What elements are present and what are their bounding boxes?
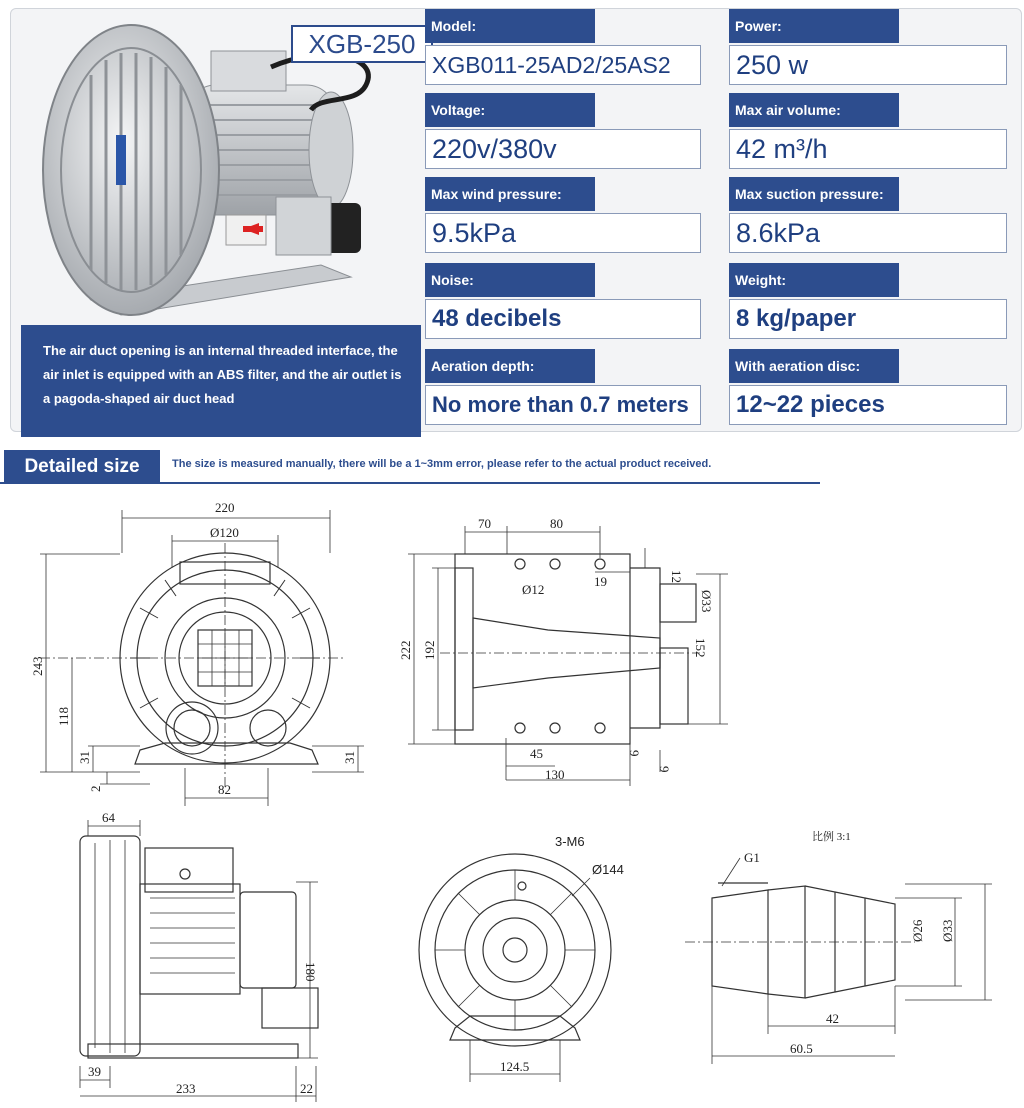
- dim-side-64: 64: [102, 810, 115, 825]
- dim-nozzle-26: Ø26: [910, 919, 925, 942]
- dim-top-222: 222: [398, 640, 413, 660]
- detailed-size-title: Detailed size: [4, 450, 160, 484]
- dim-top-9a: 9: [627, 750, 642, 757]
- spec-label: Power:: [729, 9, 899, 43]
- dim-top-33: Ø33: [699, 590, 714, 613]
- dim-side-233: 233: [176, 1081, 196, 1096]
- dim-top-hole: Ø12: [522, 582, 545, 597]
- top-view-drawing: [440, 554, 700, 744]
- dim-front-foot-left: 31: [77, 751, 92, 764]
- spec-value: 250 w: [729, 45, 1007, 85]
- dim-front-base: 2: [88, 785, 103, 792]
- dim-front-foot-right: 31: [342, 751, 357, 764]
- spec-value: 220v/380v: [425, 129, 701, 169]
- dim-front-height: 243: [30, 656, 45, 676]
- spec-label: Voltage:: [425, 93, 595, 127]
- dim-nozzle-33: Ø33: [940, 919, 955, 942]
- dim-top-80: 80: [550, 516, 563, 531]
- model-tag: XGB-250: [291, 25, 433, 63]
- dim-top-130: 130: [545, 767, 565, 782]
- dim-front-inlet: Ø120: [210, 525, 239, 540]
- spec-label: Weight:: [729, 263, 899, 297]
- detailed-size-note: The size is measured manually, there will be a 1~3mm error, please refer to the actual product received.: [172, 458, 712, 470]
- spec-value: XGB011-25AD2/25AS2: [425, 45, 701, 85]
- dim-front-width: 220: [215, 500, 235, 515]
- spec-value: 8 kg/paper: [729, 299, 1007, 339]
- dim-front-center: 118: [56, 706, 71, 726]
- dim-rear-144: Ø144: [592, 862, 624, 877]
- dim-front-foot-span: 82: [218, 782, 231, 797]
- spec-label: Noise:: [425, 263, 595, 297]
- dim-side-180: 180: [303, 962, 318, 982]
- dim-top-9b: 9: [657, 766, 672, 773]
- spec-label: Aeration depth:: [425, 349, 595, 383]
- dim-top-12: 12: [669, 570, 684, 583]
- rear-view-drawing: [419, 854, 611, 1046]
- spec-value: 12~22 pieces: [729, 385, 1007, 425]
- dim-top-70: 70: [478, 516, 491, 531]
- description-box: [21, 325, 421, 437]
- spec-label: Max wind pressure:: [425, 177, 595, 211]
- dimension-drawings: [0, 488, 1024, 1108]
- spec-label: With aeration disc:: [729, 349, 899, 383]
- dim-top-45: 45: [530, 746, 543, 761]
- spec-label: Max suction pressure:: [729, 177, 899, 211]
- spec-value: 48 decibels: [425, 299, 701, 339]
- dim-nozzle-scale: 比例 3:1: [812, 831, 851, 843]
- dim-side-22: 22: [300, 1081, 313, 1096]
- dim-top-152: 152: [693, 638, 708, 658]
- spec-value: No more than 0.7 meters: [425, 385, 701, 425]
- nozzle-drawing: [685, 883, 915, 998]
- spec-label: Model:: [425, 9, 595, 43]
- spec-label: Max air volume:: [729, 93, 899, 127]
- spec-value: 9.5kPa: [425, 213, 701, 253]
- dim-nozzle-42: 42: [826, 1011, 839, 1026]
- spec-panel: [10, 8, 1022, 432]
- dim-rear-124: 124.5: [500, 1059, 530, 1074]
- spec-value: 8.6kPa: [729, 213, 1007, 253]
- side-view-drawing: [80, 836, 318, 1058]
- description-text: The air duct opening is an internal threaded interface, the air inlet is equipped with an ABS filter, and the air outlet is a pagoda-shaped air duct head: [43, 343, 402, 406]
- dim-side-39: 39: [88, 1064, 101, 1079]
- dim-rear-thread: 3-M6: [555, 834, 585, 849]
- dim-top-192: 192: [422, 640, 437, 660]
- spec-value: 42 m³/h: [729, 129, 1007, 169]
- section-divider: [0, 482, 820, 484]
- dim-nozzle-60: 60.5: [790, 1041, 813, 1056]
- product-photo: [21, 15, 421, 327]
- dim-nozzle-thread: G1: [744, 850, 760, 865]
- dim-top-19: 19: [594, 574, 607, 589]
